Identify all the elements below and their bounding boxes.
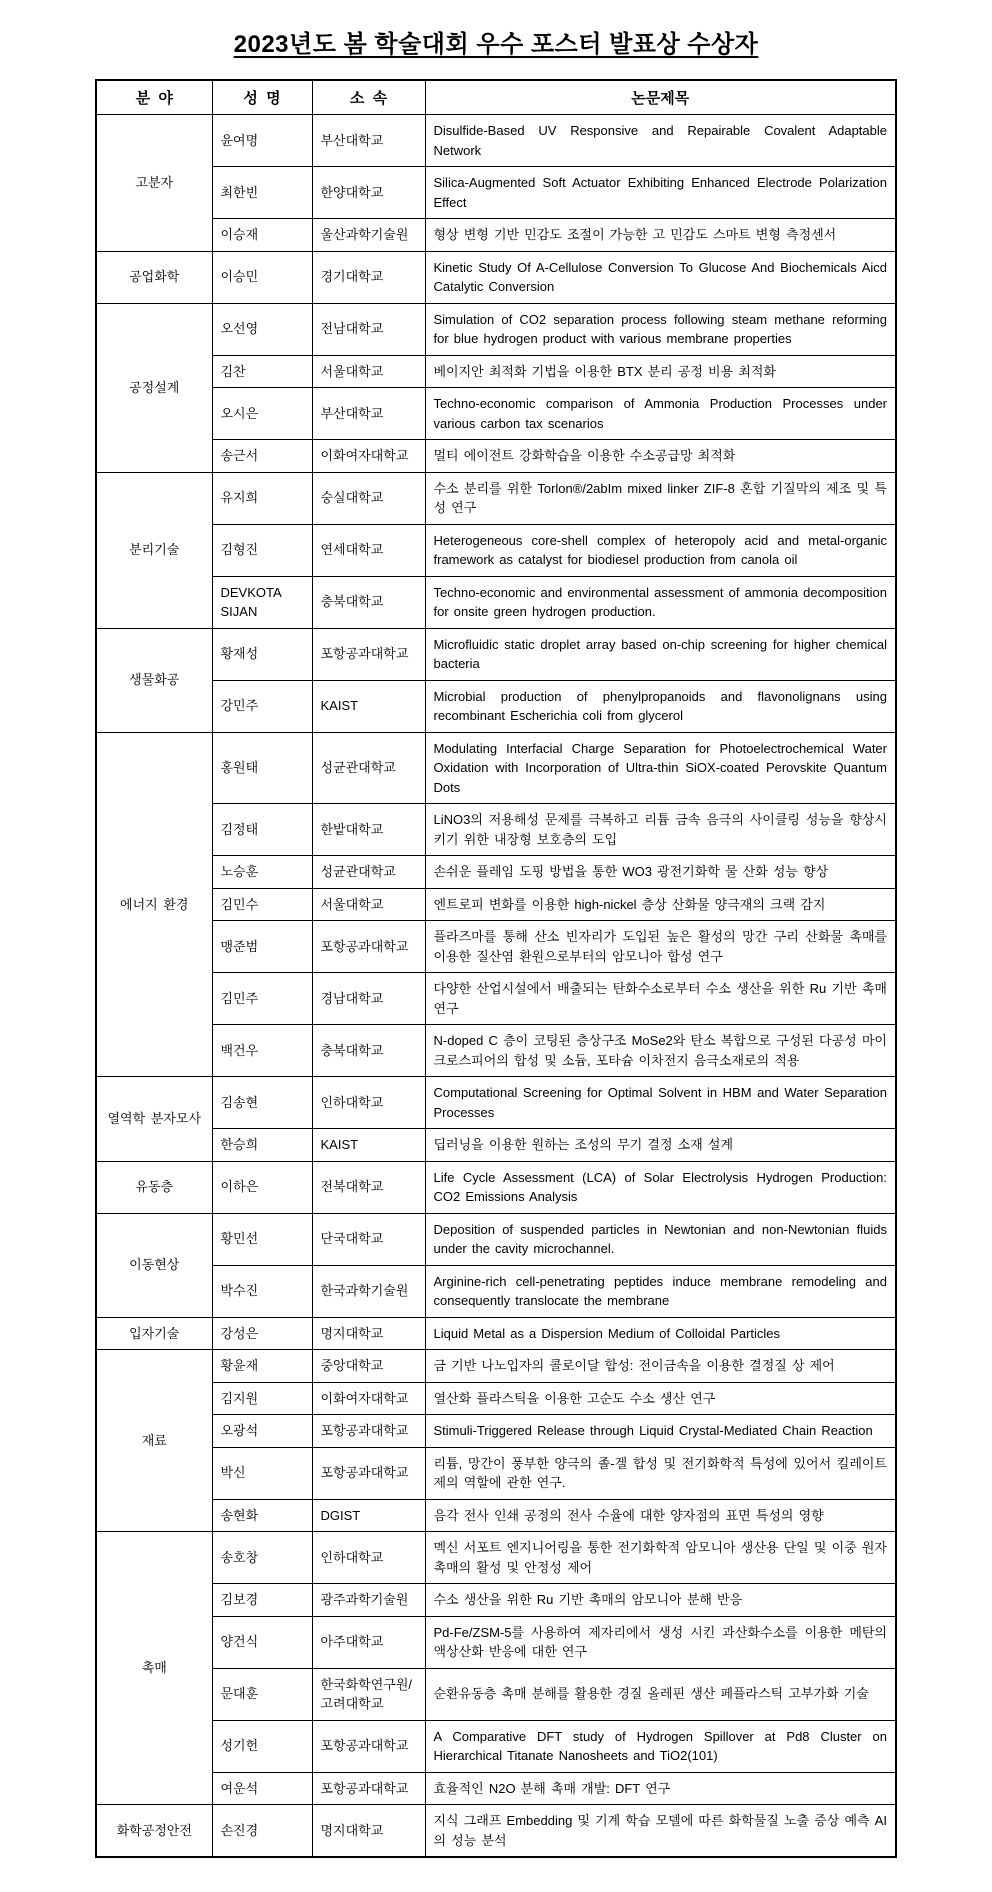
affiliation-cell: 명지대학교 [312, 1805, 425, 1858]
field-cell: 재료 [96, 1350, 212, 1532]
field-cell: 이동현상 [96, 1213, 212, 1317]
table-row [96, 472, 896, 524]
table-row [96, 219, 896, 252]
affiliation-cell: 이화여자대학교 [312, 440, 425, 473]
name-cell: 양건식 [212, 1616, 312, 1668]
table-row [96, 1317, 896, 1350]
affiliation-cell: 포항공과대학교 [312, 921, 425, 973]
name-cell: 이하은 [212, 1161, 312, 1213]
affiliation-cell: 울산과학기술원 [312, 219, 425, 252]
name-cell: 김민주 [212, 973, 312, 1025]
field-cell: 공업화학 [96, 251, 212, 303]
paper-title-cell: Kinetic Study Of A-Cellulose Conversion To Glucose And Biochemicals Aicd Catalytic Conversion [425, 251, 896, 303]
paper-title-cell: 효율적인 N2O 분해 촉매 개발: DFT 연구 [425, 1772, 896, 1805]
table-row [96, 1213, 896, 1265]
affiliation-cell: 아주대학교 [312, 1616, 425, 1668]
name-cell: 이승재 [212, 219, 312, 252]
affiliation-cell: 경남대학교 [312, 973, 425, 1025]
name-cell: 황윤재 [212, 1350, 312, 1383]
affiliation-cell: 포항공과대학교 [312, 1772, 425, 1805]
paper-title-cell: 수소 분리를 위한 Torlon®/2abIm mixed linker ZIF-8 혼합 기질막의 제조 및 특성 연구 [425, 472, 896, 524]
awards-table [95, 79, 897, 1858]
table-row [96, 1129, 896, 1162]
paper-title-cell: Techno-economic comparison of Ammonia Production Processes under various carbon tax scenarios [425, 388, 896, 440]
affiliation-cell: KAIST [312, 1129, 425, 1162]
name-cell: 송현화 [212, 1499, 312, 1532]
affiliation-cell: KAIST [312, 680, 425, 732]
affiliation-cell: 전북대학교 [312, 1161, 425, 1213]
name-cell: 김보경 [212, 1584, 312, 1617]
paper-title-cell: Computational Screening for Optimal Solvent in HBM and Water Separation Processes [425, 1077, 896, 1129]
affiliation-cell: 전남대학교 [312, 303, 425, 355]
paper-title-cell: A Comparative DFT study of Hydrogen Spillover at Pd8 Cluster on Hierarchical Titanate Nanosheets and TiO2(101) [425, 1720, 896, 1772]
paper-title-cell: Arginine-rich cell-penetrating peptides induce membrane remodeling and consequently translocate the membrane [425, 1265, 896, 1317]
table-row [96, 355, 896, 388]
name-cell: 오선영 [212, 303, 312, 355]
affiliation-cell: 서울대학교 [312, 355, 425, 388]
affiliation-cell: 경기대학교 [312, 251, 425, 303]
table-row [96, 628, 896, 680]
table-row [96, 388, 896, 440]
table-row [96, 680, 896, 732]
table-row [96, 1499, 896, 1532]
name-cell: 노승훈 [212, 856, 312, 889]
header-field: 분 야 [96, 80, 212, 115]
table-row [96, 1161, 896, 1213]
affiliation-cell: 포항공과대학교 [312, 1415, 425, 1448]
name-cell: 김지원 [212, 1382, 312, 1415]
field-cell: 공정설계 [96, 303, 212, 472]
affiliation-cell: 단국대학교 [312, 1213, 425, 1265]
affiliation-cell: 충북대학교 [312, 576, 425, 628]
name-cell: 박신 [212, 1447, 312, 1499]
paper-title-cell: Heterogeneous core-shell complex of heteropoly acid and metal-organic framework as catalyst for biodiesel production from canola oil [425, 524, 896, 576]
name-cell: 손진경 [212, 1805, 312, 1858]
affiliation-cell: 부산대학교 [312, 388, 425, 440]
paper-title-cell: 음각 전사 인쇄 공정의 전사 수율에 대한 양자점의 표면 특성의 영향 [425, 1499, 896, 1532]
table-row [96, 167, 896, 219]
affiliation-cell: 인하대학교 [312, 1532, 425, 1584]
name-cell: 박수진 [212, 1265, 312, 1317]
table-row [96, 1805, 896, 1858]
table-row [96, 303, 896, 355]
paper-title-cell: 엔트로피 변화를 이용한 high-nickel 층상 산화물 양극재의 크랙 감지 [425, 888, 896, 921]
paper-title-cell: Modulating Interfacial Charge Separation for Photoelectrochemical Water Oxidation with Incorporation of Ultra-thin SiOX-coated Perovskite Quantum Dots [425, 732, 896, 804]
name-cell: 백건우 [212, 1025, 312, 1077]
name-cell: 김민수 [212, 888, 312, 921]
table-row [96, 921, 896, 973]
table-row [96, 1025, 896, 1077]
table-row [96, 1350, 896, 1383]
paper-title-cell: Microbial production of phenylpropanoids and flavonolignans using recombinant Escherichia coli from glycerol [425, 680, 896, 732]
field-cell: 고분자 [96, 115, 212, 252]
paper-title-cell: Liquid Metal as a Dispersion Medium of Colloidal Particles [425, 1317, 896, 1350]
name-cell: DEVKOTA SIJAN [212, 576, 312, 628]
name-cell: 여운석 [212, 1772, 312, 1805]
table-row [96, 524, 896, 576]
table-row [96, 973, 896, 1025]
affiliation-cell: 이화여자대학교 [312, 1382, 425, 1415]
name-cell: 강성은 [212, 1317, 312, 1350]
table-row [96, 1415, 896, 1448]
field-cell: 화학공정안전 [96, 1805, 212, 1858]
name-cell: 홍원태 [212, 732, 312, 804]
name-cell: 성기헌 [212, 1720, 312, 1772]
affiliation-cell: 한국화학연구원/고려대학교 [312, 1668, 425, 1720]
paper-title-cell: N-doped C 층이 코팅된 층상구조 MoSe2와 탄소 복합으로 구성된 다공성 마이크로스피어의 합성 및 소듐, 포타슘 이차전지 음극소재로의 적용 [425, 1025, 896, 1077]
table-row [96, 1077, 896, 1129]
paper-title-cell: 리튬, 망간이 풍부한 양극의 졸-겔 합성 및 전기화학적 특성에 있어서 킬레이트제의 역할에 관한 연구. [425, 1447, 896, 1499]
paper-title-cell: 다양한 산업시설에서 배출되는 탄화수소로부터 수소 생산을 위한 Ru 기반 촉매 연구 [425, 973, 896, 1025]
name-cell: 김정태 [212, 804, 312, 856]
paper-title-cell: 지식 그래프 Embedding 및 기계 학습 모델에 따른 화학물질 노출 증상 예측 AI의 성능 분석 [425, 1805, 896, 1858]
affiliation-cell: 인하대학교 [312, 1077, 425, 1129]
table-row [96, 804, 896, 856]
paper-title-cell: 금 기반 나노입자의 콜로이달 합성: 전이금속을 이용한 결정질 상 제어 [425, 1350, 896, 1383]
field-cell: 분리기술 [96, 472, 212, 628]
field-cell: 열역학 분자모사 [96, 1077, 212, 1162]
paper-title-cell: 형상 변형 기반 민감도 조절이 가능한 고 민감도 스마트 변형 측정센서 [425, 219, 896, 252]
paper-title-cell: Silica-Augmented Soft Actuator Exhibiting Enhanced Electrode Polarization Effect [425, 167, 896, 219]
affiliation-cell: 한밭대학교 [312, 804, 425, 856]
name-cell: 유지희 [212, 472, 312, 524]
affiliation-cell: 명지대학교 [312, 1317, 425, 1350]
paper-title-cell: Life Cycle Assessment (LCA) of Solar Electrolysis Hydrogen Production: CO2 Emissions Analysis [425, 1161, 896, 1213]
field-cell: 생물화공 [96, 628, 212, 732]
paper-title-cell: 멕신 서포트 엔지니어링을 통한 전기화학적 암모니아 생산용 단일 및 이중 원자 촉매의 활성 및 안정성 제어 [425, 1532, 896, 1584]
table-row [96, 1720, 896, 1772]
paper-title-cell: Simulation of CO2 separation process following steam methane reforming for blue hydrogen product with various membrane properties [425, 303, 896, 355]
name-cell: 최한빈 [212, 167, 312, 219]
affiliation-cell: DGIST [312, 1499, 425, 1532]
name-cell: 황재성 [212, 628, 312, 680]
affiliation-cell: 숭실대학교 [312, 472, 425, 524]
paper-title-cell: Techno-economic and environmental assessment of ammonia decomposition for onsite green hydrogen production. [425, 576, 896, 628]
field-cell: 에너지 환경 [96, 732, 212, 1077]
table-row [96, 251, 896, 303]
header-row [96, 80, 896, 115]
affiliation-cell: 포항공과대학교 [312, 1447, 425, 1499]
table-row [96, 440, 896, 473]
field-cell: 입자기술 [96, 1317, 212, 1350]
table-row [96, 576, 896, 628]
affiliation-cell: 연세대학교 [312, 524, 425, 576]
paper-title-cell: Pd-Fe/ZSM-5를 사용하여 제자리에서 생성 시킨 과산화수소를 이용한 메탄의 액상산화 반응에 대한 연구 [425, 1616, 896, 1668]
paper-title-cell: 딥러닝을 이용한 원하는 조성의 무기 결정 소재 설계 [425, 1129, 896, 1162]
table-row [96, 1584, 896, 1617]
paper-title-cell: 열산화 플라스틱을 이용한 고순도 수소 생산 연구 [425, 1382, 896, 1415]
name-cell: 강민주 [212, 680, 312, 732]
affiliation-cell: 성균관대학교 [312, 732, 425, 804]
name-cell: 맹준범 [212, 921, 312, 973]
table-row [96, 1532, 896, 1584]
name-cell: 오광석 [212, 1415, 312, 1448]
affiliation-cell: 부산대학교 [312, 115, 425, 167]
affiliation-cell: 한국과학기술원 [312, 1265, 425, 1317]
table-row [96, 856, 896, 889]
affiliation-cell: 포항공과대학교 [312, 1720, 425, 1772]
name-cell: 송호창 [212, 1532, 312, 1584]
paper-title-cell: 수소 생산을 위한 Ru 기반 촉매의 암모니아 분해 반응 [425, 1584, 896, 1617]
name-cell: 김송현 [212, 1077, 312, 1129]
name-cell: 윤여명 [212, 115, 312, 167]
name-cell: 김찬 [212, 355, 312, 388]
paper-title-cell: Disulfide-Based UV Responsive and Repairable Covalent Adaptable Network [425, 115, 896, 167]
paper-title-cell: 베이지안 최적화 기법을 이용한 BTX 분리 공정 비용 최적화 [425, 355, 896, 388]
table-row [96, 1447, 896, 1499]
table-row [96, 888, 896, 921]
field-cell: 유동층 [96, 1161, 212, 1213]
affiliation-cell: 충북대학교 [312, 1025, 425, 1077]
paper-title-cell: Microfluidic static droplet array based on-chip screening for higher chemical bacteria [425, 628, 896, 680]
header-affiliation: 소 속 [312, 80, 425, 115]
header-paper-title: 논문제목 [425, 80, 896, 115]
name-cell: 한승희 [212, 1129, 312, 1162]
name-cell: 문대훈 [212, 1668, 312, 1720]
name-cell: 김형진 [212, 524, 312, 576]
affiliation-cell: 서울대학교 [312, 888, 425, 921]
header-name: 성 명 [212, 80, 312, 115]
table-row [96, 1772, 896, 1805]
paper-title-cell: Deposition of suspended particles in Newtonian and non-Newtonian fluids under the cavity microchannel. [425, 1213, 896, 1265]
field-cell: 촉매 [96, 1532, 212, 1805]
table-row [96, 1668, 896, 1720]
affiliation-cell: 포항공과대학교 [312, 628, 425, 680]
name-cell: 오시은 [212, 388, 312, 440]
affiliation-cell: 한양대학교 [312, 167, 425, 219]
name-cell: 송근서 [212, 440, 312, 473]
table-row [96, 1616, 896, 1668]
table-row [96, 1382, 896, 1415]
table-row [96, 1265, 896, 1317]
paper-title-cell: 손쉬운 플레임 도핑 방법을 통한 WO3 광전기화학 물 산화 성능 향상 [425, 856, 896, 889]
affiliation-cell: 중앙대학교 [312, 1350, 425, 1383]
name-cell: 황민선 [212, 1213, 312, 1265]
paper-title-cell: LiNO3의 저용해성 문제를 극복하고 리튬 금속 음극의 사이클링 성능을 향상시키기 위한 내장형 보호층의 도입 [425, 804, 896, 856]
paper-title-cell: 순환유동층 촉매 분해를 활용한 경질 올레핀 생산 페플라스틱 고부가화 기술 [425, 1668, 896, 1720]
affiliation-cell: 성균관대학교 [312, 856, 425, 889]
paper-title-cell: 멀티 에이전트 강화학습을 이용한 수소공급망 최적화 [425, 440, 896, 473]
paper-title-cell: 플라즈마를 통해 산소 빈자리가 도입된 높은 활성의 망간 구리 산화물 촉매를 이용한 질산염 환원으로부터의 암모니아 합성 연구 [425, 921, 896, 973]
paper-title-cell: Stimuli-Triggered Release through Liquid Crystal-Mediated Chain Reaction [425, 1415, 896, 1448]
affiliation-cell: 광주과학기술원 [312, 1584, 425, 1617]
table-row [96, 115, 896, 167]
document-title: 2023년도 봄 학술대회 우수 포스터 발표상 수상자 [233, 31, 759, 58]
awards-table-body [96, 115, 896, 1858]
name-cell: 이승민 [212, 251, 312, 303]
table-row [96, 732, 896, 804]
